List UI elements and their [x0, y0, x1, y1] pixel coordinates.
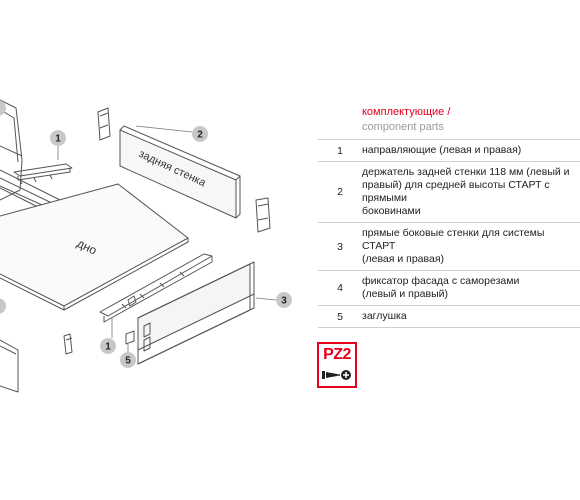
- legend-text: фиксатор фасада с саморезами (левый и правый): [362, 275, 520, 300]
- legend-row: [318, 306, 580, 328]
- legend-row: [318, 162, 580, 223]
- callout-5: 5: [125, 355, 131, 367]
- callout-1-bottom: 1: [105, 341, 111, 353]
- legend-number: 5: [337, 310, 343, 323]
- legend-text: заглушка: [362, 310, 407, 322]
- front-fixator: [64, 334, 72, 354]
- back-wall-label: задняя стенка: [136, 147, 208, 190]
- badge-label: PZ2: [323, 346, 351, 363]
- legend-row: [318, 140, 580, 162]
- legend-number: 1: [337, 144, 343, 157]
- callout-2: 2: [197, 129, 203, 141]
- legend-text: прямые боковые стенки для системы СТАРТ (левая и правая): [362, 227, 545, 265]
- legend-row: [318, 271, 580, 306]
- pz2-tool-badge: [317, 342, 357, 388]
- screwdriver-icon: [321, 368, 353, 382]
- legend-list: [318, 139, 580, 328]
- bottom-panel-label: дно: [74, 236, 100, 258]
- legend-text: направляющие (левая и правая): [362, 144, 522, 156]
- legend-number: 2: [337, 186, 343, 198]
- legend-number: 4: [337, 282, 343, 294]
- callout-1-top: 1: [55, 133, 61, 145]
- legend-title: комплектующие /: [362, 106, 451, 118]
- side-wall-right: [138, 262, 254, 364]
- legend-row: [318, 223, 580, 271]
- callout-circle-left-bottom: [0, 298, 6, 314]
- callout-3: 3: [281, 295, 287, 307]
- component-legend: [318, 106, 580, 328]
- legend-number: 3: [337, 240, 343, 253]
- end-cap: [126, 331, 134, 344]
- legend-text: держатель задней стенки 118 мм (левый и правый) для средней высоты СТАРТ с прямыми боковинами: [362, 166, 570, 217]
- legend-subtitle: component parts: [362, 121, 444, 133]
